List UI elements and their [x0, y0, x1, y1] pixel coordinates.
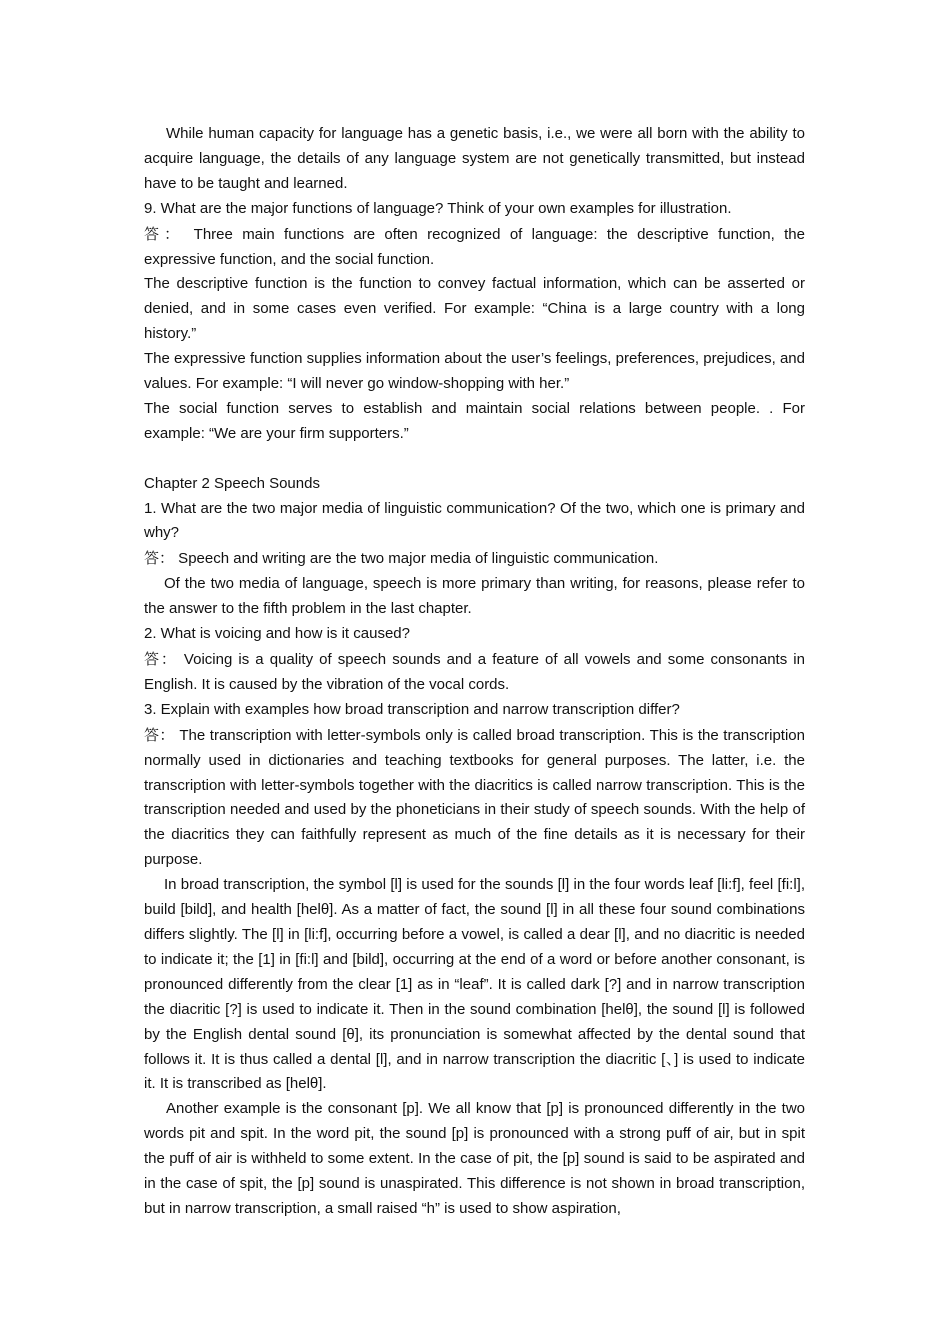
question-2: 2. What is voicing and how is it caused? [144, 625, 410, 643]
answer-1 [144, 546, 805, 572]
paragraph-consonant-p: Another example is the consonant [p]. We all know that [p] is pronounced differently in the two words pit and spit. In the word pit, the sound [p] is pronounced with a strong puff of air, but in spit the puff of air is withheld to some extent. In the case of pit, the [p] sound is said to be aspirated and in the case of spit, the [p] sound is unaspirated. This difference is not shown in broad transcription, but in narrow transcription, a small raised “h” is used to show aspiration, [144, 1100, 805, 1217]
answer-label: 答： [144, 725, 175, 744]
question-9: 9. What are the major functions of language? Think of your own examples for illustration. [144, 199, 732, 217]
answer-3 [144, 723, 805, 873]
paragraph-descriptive-function: The descriptive function is the function to convey factual information, which can be asserted or denied, and in some cases even verified. For example: “China is a large country with a long history.” [144, 275, 805, 343]
answer-9 [144, 222, 805, 273]
question-1: 1. What are the two major media of linguistic communication? Of the two, which one is primary and why? [144, 499, 805, 542]
paragraph-broad-transcription: In broad transcription, the symbol [l] is used for the sounds [l] in the four words leaf [li:f], feel [fi:l], build [bild], and health [helθ]. As a matter of fact, the sound [l] in all these four sound combinations differs slightly. The [l] in [li:f], occurring before a vowel, is called a dear [l], and no diacritic is needed to indicate it; the [1] in [fi:l] and [bild], occurring at the end of a word or before another consonant, is pronounced differently from the clear [1] as in “leaf”. It is called dark [?] and in narrow transcription the diacritic [?] is used to indicate it. Then in the sound combination [helθ], the sound [l] is followed by the English dental sound [θ], its pronunciation is somewhat affected by the dental sound that follows it. It is thus called a dental [l], and in narrow transcription the diacritic [、] is used to indicate it. It is transcribed as [helθ]. [144, 876, 805, 1093]
paragraph-two-media: Of the two media of language, speech is more primary than writing, for reasons, please refer to the answer to the fifth problem in the last chapter. [144, 575, 805, 618]
answer-text: Voicing is a quality of speech sounds and a feature of all vowels and some consonants in English. It is caused by the vibration of the vocal cords. [144, 651, 805, 693]
answer-2 [144, 647, 805, 698]
document-page [144, 122, 805, 1222]
blank-line [144, 447, 805, 472]
paragraph-expressive-function: The expressive function supplies information about the user’s feelings, preferences, prejudices, and values. For example: “I will never go window-shopping with her.” [144, 350, 805, 393]
answer-text: Speech and writing are the two major media of linguistic communication. [174, 550, 659, 568]
answer-label: 答： [144, 650, 178, 669]
paragraph-genetic-basis: While human capacity for language has a genetic basis, i.e., we were all born with the ability to acquire language, the details of any language system are not genetically transmitted, but instead have to be taught and learned. [144, 125, 805, 192]
answer-text: The transcription with letter-symbols only is called broad transcription. This is the transcription normally used in dictionaries and teaching textbooks for general purposes. The latter, i.e. the transcription with letter-symbols together with the diacritics is called narrow transcription. This is the transcription needed and used by the phoneticians in their study of speech sounds. With the help of the diacritics they can faithfully represent as much of the fine details as it is necessary for their purpose. [144, 726, 805, 869]
question-3: 3. Explain with examples how broad transcription and narrow transcription differ? [144, 700, 680, 718]
answer-label: 答： [144, 549, 175, 568]
chapter-heading: Chapter 2 Speech Sounds [144, 474, 320, 492]
paragraph-social-function: The social function serves to establish and maintain social relations between people. . For example: “We are your firm supporters.” [144, 399, 805, 442]
answer-label: 答： [144, 224, 185, 243]
answer-text: Three main functions are often recognized of language: the descriptive function, the expressive function, and the social function. [144, 225, 805, 268]
